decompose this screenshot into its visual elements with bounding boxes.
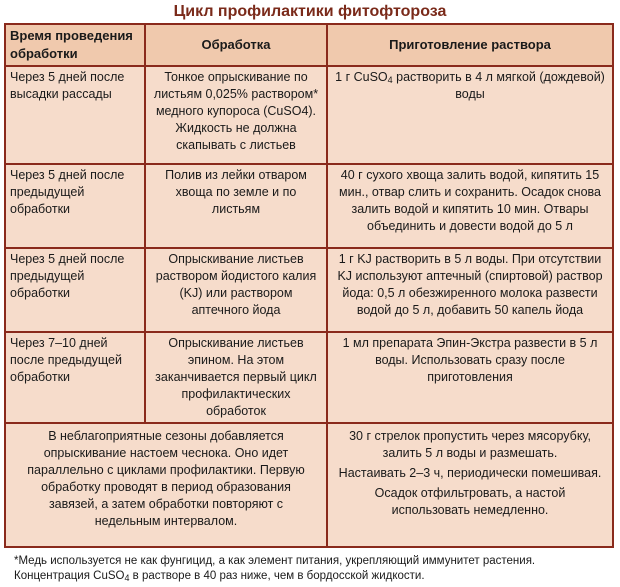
cell-treatment: Опрыскивание листьев раствором йодистого калия (KJ) или раствором аптечного йода (145, 248, 327, 332)
table-row (5, 66, 613, 164)
footnote-subscript: 4 (124, 573, 130, 583)
cell-time: Через 7–10 дней после предыдущей обработки (5, 332, 145, 423)
table-header-row (5, 24, 613, 66)
cell-solution: 1 г KJ растворить в 5 л воды. При отсутствии KJ используют аптечный (спиртовой) раствор йода: 0,5 л обезжиренного молока развести водой до 5 л, добавить 50 капель йода (327, 248, 613, 332)
table-row (5, 248, 613, 332)
garlic-step-2: Настаивать 2–3 ч, периодически помешивая. (338, 466, 602, 480)
prevention-table (4, 23, 614, 548)
table-row (5, 332, 613, 423)
table-row (5, 164, 613, 248)
cell-treatment: Тонкое опрыскивание по листьям 0,025% раствором* медного купороса (CuSO4). Жидкость не должна скапывать с листьев (145, 66, 327, 164)
header-solution: Приготовление раствора (327, 24, 613, 66)
cell-solution: 1 мл препарата Эпин-Экстра развести в 5 л воды. Использовать сразу после приготовления (327, 332, 613, 423)
footnote-text-pre: Концентрация CuSO (14, 570, 125, 582)
cell-time: Через 5 дней после предыдущей обработки (5, 164, 145, 248)
footnote-line-1: *Медь используется не как фунгицид, а как элемент питания, укрепляющий иммунитет растения. (14, 555, 536, 567)
solution-text-post: растворить в 4 л мягкой (дождевой) воды (392, 70, 605, 101)
solution-text-pre: 1 г CuSO (335, 70, 388, 84)
cell-garlic-solution (327, 423, 613, 547)
table-row-garlic (5, 423, 613, 547)
cell-solution: 40 г сухого хвоща залить водой, кипятить 15 мин., отвар слить и сохранить. Осадок снова залить водой и кипятить 10 мин. Отвары объединить и довести водой до 5 л (327, 164, 613, 248)
garlic-step-1: 30 г стрелок пропустить через мясорубку, залить 5 л воды и размешать. (349, 429, 591, 460)
header-time: Время проведения обработки (5, 24, 145, 66)
footnote-line-2 (14, 569, 620, 584)
cell-time: Через 5 дней после предыдущей обработки (5, 248, 145, 332)
footnote-text-post: в растворе в 40 раз ниже, чем в бордосской жидкости. (129, 570, 425, 582)
cell-solution (327, 66, 613, 164)
solution-subscript: 4 (387, 75, 393, 85)
cell-time: Через 5 дней после высадки рассады (5, 66, 145, 164)
garlic-step-3: Осадок отфильтровать, а настой использовать немедленно. (374, 486, 566, 517)
footnote (14, 554, 620, 584)
page-title: Цикл профилактики фитофтороза (173, 3, 447, 20)
cell-treatment: Полив из лейки отваром хвоща по земле и по листьям (145, 164, 327, 248)
cell-garlic-description: В неблагоприятные сезоны добавляется опрыскивание настоем чеснока. Оно идет параллельно с циклами профилактики. Первую обработку проводят в период образования завязей, а затем обработки повторяют с недельным интервалом. (5, 423, 327, 547)
header-treatment: Обработка (145, 24, 327, 66)
cell-treatment: Опрыскивание листьев эпином. На этом заканчивается первый цикл профилактических обработок (145, 332, 327, 423)
